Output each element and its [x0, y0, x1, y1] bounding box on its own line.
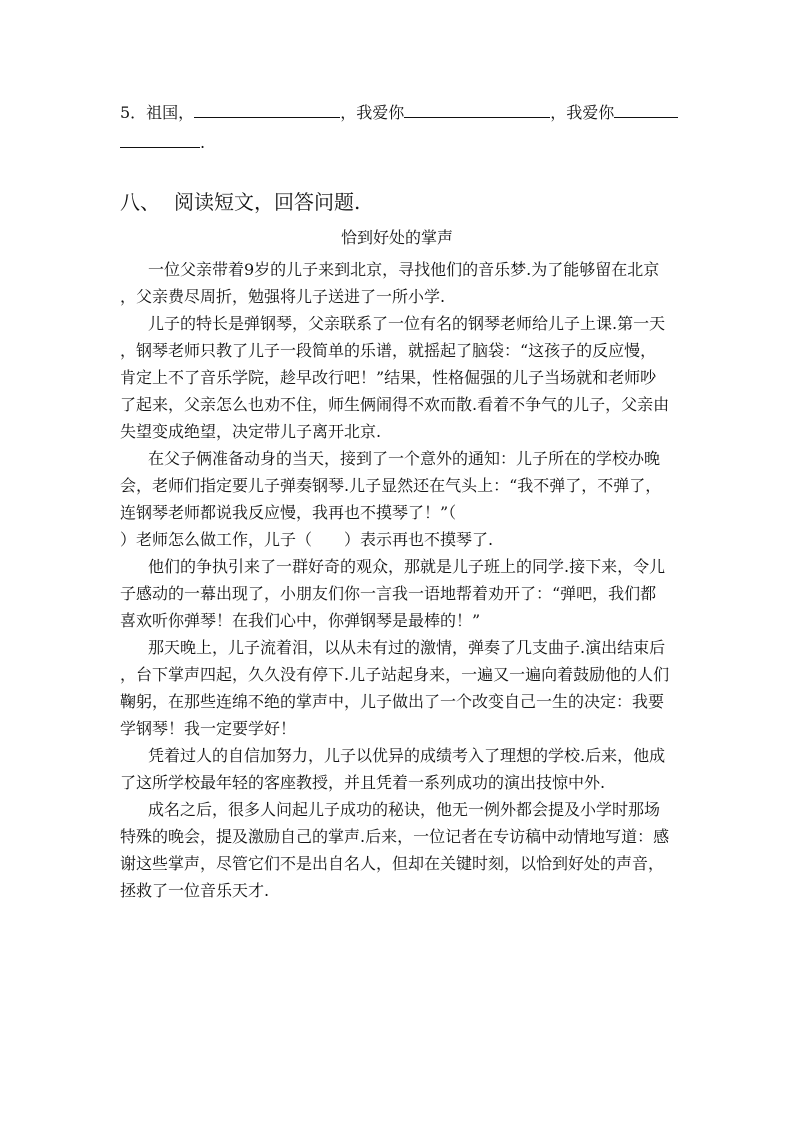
story-line: 会，老师们指定要儿子弹奏钢琴.儿子显然还在气头上：“我不弹了，不弹了，	[120, 476, 662, 495]
section-number: 八、	[120, 190, 160, 214]
story-line: 凭着过人的自信加努力，儿子以优异的成绩考入了理想的学校.后来，他成	[148, 746, 666, 765]
story-body	[120, 256, 676, 904]
story-line: 子感动的一幕出现了，小朋友们你一言我一语地帮着劝开了：“弹吧，我们都	[120, 584, 657, 603]
story-line: 失望变成绝望，决定带儿子离开北京.	[120, 422, 382, 441]
question-5-mid1: ，我爱你	[340, 103, 405, 122]
section-heading	[120, 189, 360, 215]
question-5-prefix: 5．祖国，	[120, 103, 195, 122]
story-line: ，台下掌声四起，久久没有停下.儿子站起身来，一遍又一遍向着鼓励他的人们	[120, 665, 670, 684]
story-line: 拯救了一位音乐天才.	[120, 881, 270, 900]
question-5-mid2: ，我爱你	[550, 103, 615, 122]
story-line: ，父亲费尽周折，勉强将儿子送进了一所小学.	[120, 287, 446, 306]
answer-blank-2[interactable]	[404, 103, 550, 118]
story-line: 成名之后，很多人问起儿子成功的秘诀，他无一例外都会提及小学时那场	[148, 800, 661, 819]
story-line: 儿子的特长是弹钢琴，父亲联系了一位有名的钢琴老师给儿子上课.第一天	[148, 314, 666, 333]
story-line: 一位父亲带着9岁的儿子来到北京，寻找他们的音乐梦.为了能够留在北京	[148, 260, 660, 279]
story-line: 特殊的晚会，提及激励自己的掌声.后来，一位记者在专访稿中动情地写道：感	[120, 827, 670, 846]
section-title: 阅读短文，回答问题.	[174, 190, 361, 214]
story-line: 在父子俩准备动身的当天，接到了一个意外的通知：儿子所在的学校办晚	[148, 449, 661, 468]
story-line: ，钢琴老师只教了儿子一段简单的乐谱，就摇起了脑袋：“这孩子的反应慢，	[120, 341, 657, 360]
story-title: 恰到好处的掌声	[340, 228, 453, 247]
story-line: 了这所学校最年轻的客座教授，并且凭着一系列成功的演出技惊中外.	[120, 773, 606, 792]
question-5	[120, 103, 678, 123]
question-5-continued	[120, 133, 205, 153]
story-line: 了起来，父亲怎么也劝不住，师生俩闹得不欢而散.看着不争气的儿子，父亲由	[120, 395, 670, 414]
story-line: 连钢琴老师都说我反应慢，我再也不摸琴了！”（	[120, 503, 457, 522]
story-line: 那天晚上，儿子流着泪，以从未有过的激情，弹奏了几支曲子.演出结束后	[148, 638, 666, 657]
story-line: 他们的争执引来了一群好奇的观众，那就是儿子班上的同学.接下来，令儿	[148, 557, 666, 576]
story-line: 喜欢听你弹琴！在我们心中，你弹钢琴是最棒的！”	[120, 611, 481, 630]
story-line: 肯定上不了音乐学院，趁早改行吧！”结果，性格倔强的儿子当场就和老师吵	[120, 368, 657, 387]
story-line: 谢这些掌声，尽管它们不是出自名人，但却在关键时刻，以恰到好处的声音，	[120, 854, 665, 873]
answer-blank-1[interactable]	[194, 103, 340, 118]
story-line: 鞠躬，在那些连绵不绝的掌声中，儿子做出了一个改变自己一生的决定：我要	[120, 692, 665, 711]
answer-blank-3[interactable]	[614, 103, 678, 118]
question-5-end: .	[200, 133, 206, 152]
story-line: ）老师怎么做工作，儿子（ ）表示再也不摸琴了.	[120, 530, 494, 549]
story-line: 学钢琴！我一定要学好！	[120, 719, 297, 738]
answer-blank-3-continued[interactable]	[120, 133, 200, 148]
